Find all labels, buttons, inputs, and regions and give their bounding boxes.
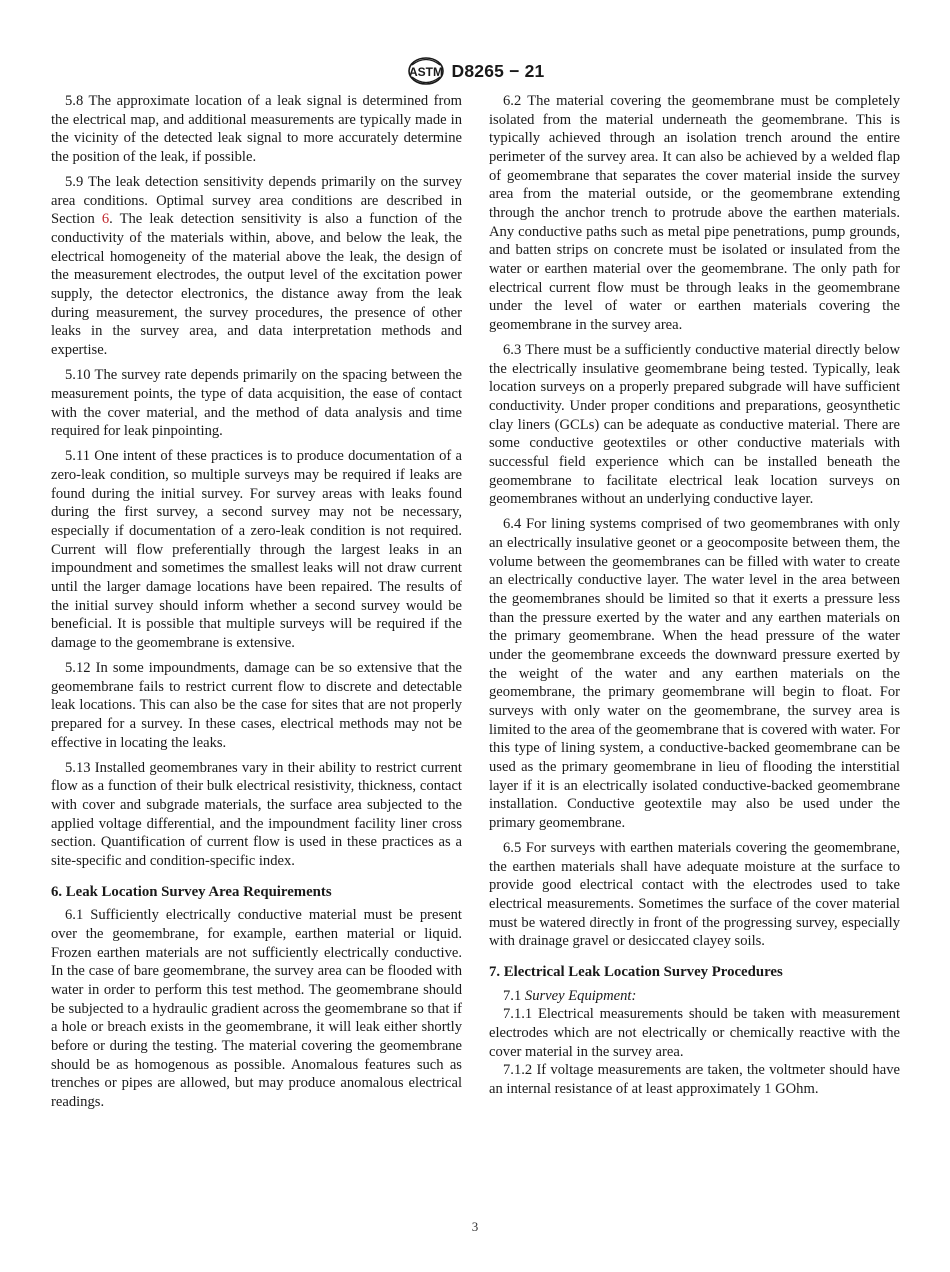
section-7-heading: 7. Electrical Leak Location Survey Procedures bbox=[489, 964, 783, 981]
paragraph-7-1-1: 7.1.1 Electrical measurements should be taken with measurement electrodes which are not electrically or chemically reactive with the cover material in the survey area. bbox=[489, 1006, 900, 1060]
section-6-link[interactable]: 6 bbox=[101, 211, 110, 228]
left-column bbox=[51, 92, 462, 1118]
document-id: D8265 − 21 bbox=[451, 60, 545, 81]
paragraph-5-13: 5.13 Installed geomembranes vary in their ability to restrict current flow as a function of their bulk electrical resistivity, thickness, contact with cover and subgrade materials, the surface area subjected to the applied voltage differential, and the impoundment facility liner cross section. Quantification of current flow is used in these practices as a site-specific and condition-specific index. bbox=[51, 759, 462, 870]
paragraph-6-5: 6.5 For surveys with earthen materials covering the geomembrane, the earthen materials shall have adequate moisture at the surface to provide good electrical contact with the electrodes used to take electrical measurements. Sometimes the surface of the cover material must be watered directly in front of the progressing survey, especially with drainage gravel or desiccated clayey soils. bbox=[489, 840, 900, 950]
paragraph-5-11: 5.11 One intent of these practices is to produce documentation of a zero-leak condition, so multiple surveys may be required if leaks are found during the initial survey. For survey areas with leaks found during the first survey, a second survey may not be necessary, especially if documentation of a zero-leak condition is not required. Current will flow preferentially through the largest leaks in an impoundment and sometimes the smallest leaks will not draw current until the larger damage locations have been repaired. The results of the initial survey should inform whether a second survey would be beneficial. It is possible that multiple surveys will be required if the damage to the geomembrane is extensive. bbox=[51, 448, 462, 651]
paragraph-7-1-2: 7.1.2 If voltage measurements are taken, the voltmeter should have an internal resistance of at least approximately 1 GOhm. bbox=[489, 1062, 900, 1097]
right-column bbox=[489, 92, 900, 1099]
astm-logo-icon bbox=[406, 56, 446, 86]
paragraph-6-1: 6.1 Sufficiently electrically conductive material must be present over the geomembrane, for example, earthen material or liquid. Frozen earthen materials are not sufficiently electrically conductive. In the case of bare geomembrane, the survey area can be flooded with water in order to perform this test method. The geomembrane should be subjected to a hydraulic gradient across the geomembrane so that if a hole or breach exists in the geomembrane, it will leak either shortly before or during the testing. The material covering the geomembrane should be as homogenous as possible. Anomalous features such as trenches or pipes are allowed, but may produce anomalous electrical readings. bbox=[51, 907, 462, 1110]
paragraph-6-2: 6.2 The material covering the geomembrane must be completely isolated from the material underneath the geomembrane. This is typically achieved through an isolation trench around the entire perimeter of the survey area. It can also be achieved by a welded flap of geomembrane that separates the cover material inside the survey area from the material outside, or the geomembrane extending through the anchor trench to protrude above the earthen materials. Any conductive paths such as metal pipe penetrations, pump grounds, and batten strips on concrete must be isolated or insulated from the water or earthen material over the geomembrane. The only path for electrical current flow must be through leaks in the geomembrane under the level of water or earthen materials covering the geomembrane in the survey area. bbox=[489, 93, 900, 333]
section-6-heading: 6. Leak Location Survey Area Requirements bbox=[51, 883, 332, 900]
paragraph-6-3: 6.3 There must be a sufficiently conductive material directly below the electrically insulative geomembrane being tested. Typically, leak location surveys on a properly prepared subgrade will have sufficient conductivity. Under proper conditions and preparations, geosynthetic clay liners (GCLs) can be adequate as conductive material. There are some conductive geotextiles or other conductive materials with successful field experience which can be installed beneath the geomembrane to facilitate electrical leak location surveys on geomembranes without an underlying conductive layer. bbox=[489, 342, 900, 508]
paragraph-5-9: 5.9 The leak detection sensitivity depends primarily on the survey area conditions. Optimal survey area conditions are described in Section 6. The leak detection sensitivity is also a function of the conductivity of the materials within, above, and below the leak, the electrical homogeneity of the material above the leak, the design of the measurement electrodes, the output level of the excitation power supply, the detector electronics, the distance away from the leak during measurement, the survey procedures, the presence of other leaks in the survey area, and data interpretation methods and expertise. bbox=[51, 174, 462, 359]
svg-text:ASTM: ASTM bbox=[408, 65, 443, 79]
paragraph-7-1: 7.1 Survey Equipment: bbox=[503, 987, 637, 1004]
page-number: 3 bbox=[471, 1219, 479, 1234]
paragraph-5-12: 5.12 In some impoundments, damage can be so extensive that the geomembrane fails to restrict current flow to discrete and detectable leak locations. This can also be the case for sites that are not properly prepared for a survey. In these cases, electrical methods may not be effective in locating the leaks. bbox=[51, 660, 462, 751]
survey-equipment-title: Survey Equipment: bbox=[524, 987, 637, 1004]
page-header bbox=[0, 56, 950, 86]
paragraph-6-4: 6.4 For lining systems comprised of two geomembranes with only an electrically insulative geonet or a geocomposite between them, the volume between the geomembranes can be filled with water to create an electrically conductive layer. The water level in the area between the geomembranes should be limited so that it exerts a pressure less than the pressure exerted by the water and any earthen materials on the primary geomembrane. When the head pressure of the water under the geomembrane exceeds the downward pressure exerted by the weight of the water and any earthen materials on the geomembrane, the primary geomembrane will begin to float. For surveys with only water on the geomembrane, the survey area is limited to the area of the geomembrane that is covered with water. For this type of lining system, a conductive-backed geomembrane can be used as the primary geomembrane in lieu of flooding the interstitial layer if it is an electrically isolated conductive-backed geomembrane installation. Conductive geotextile may also be used under the primary geomembrane. bbox=[489, 516, 900, 831]
paragraph-5-10: 5.10 The survey rate depends primarily on the spacing between the measurement points, the type of data acquisition, the ease of contact with the cover material, and the method of data analysis and time required for leak pinpointing. bbox=[51, 367, 462, 440]
paragraph-5-8: 5.8 The approximate location of a leak signal is determined from the electrical map, and additional measurements are typically made in the vicinity of the detected leak signal to more accurately determine the position of the leak, if possible. bbox=[51, 93, 462, 165]
